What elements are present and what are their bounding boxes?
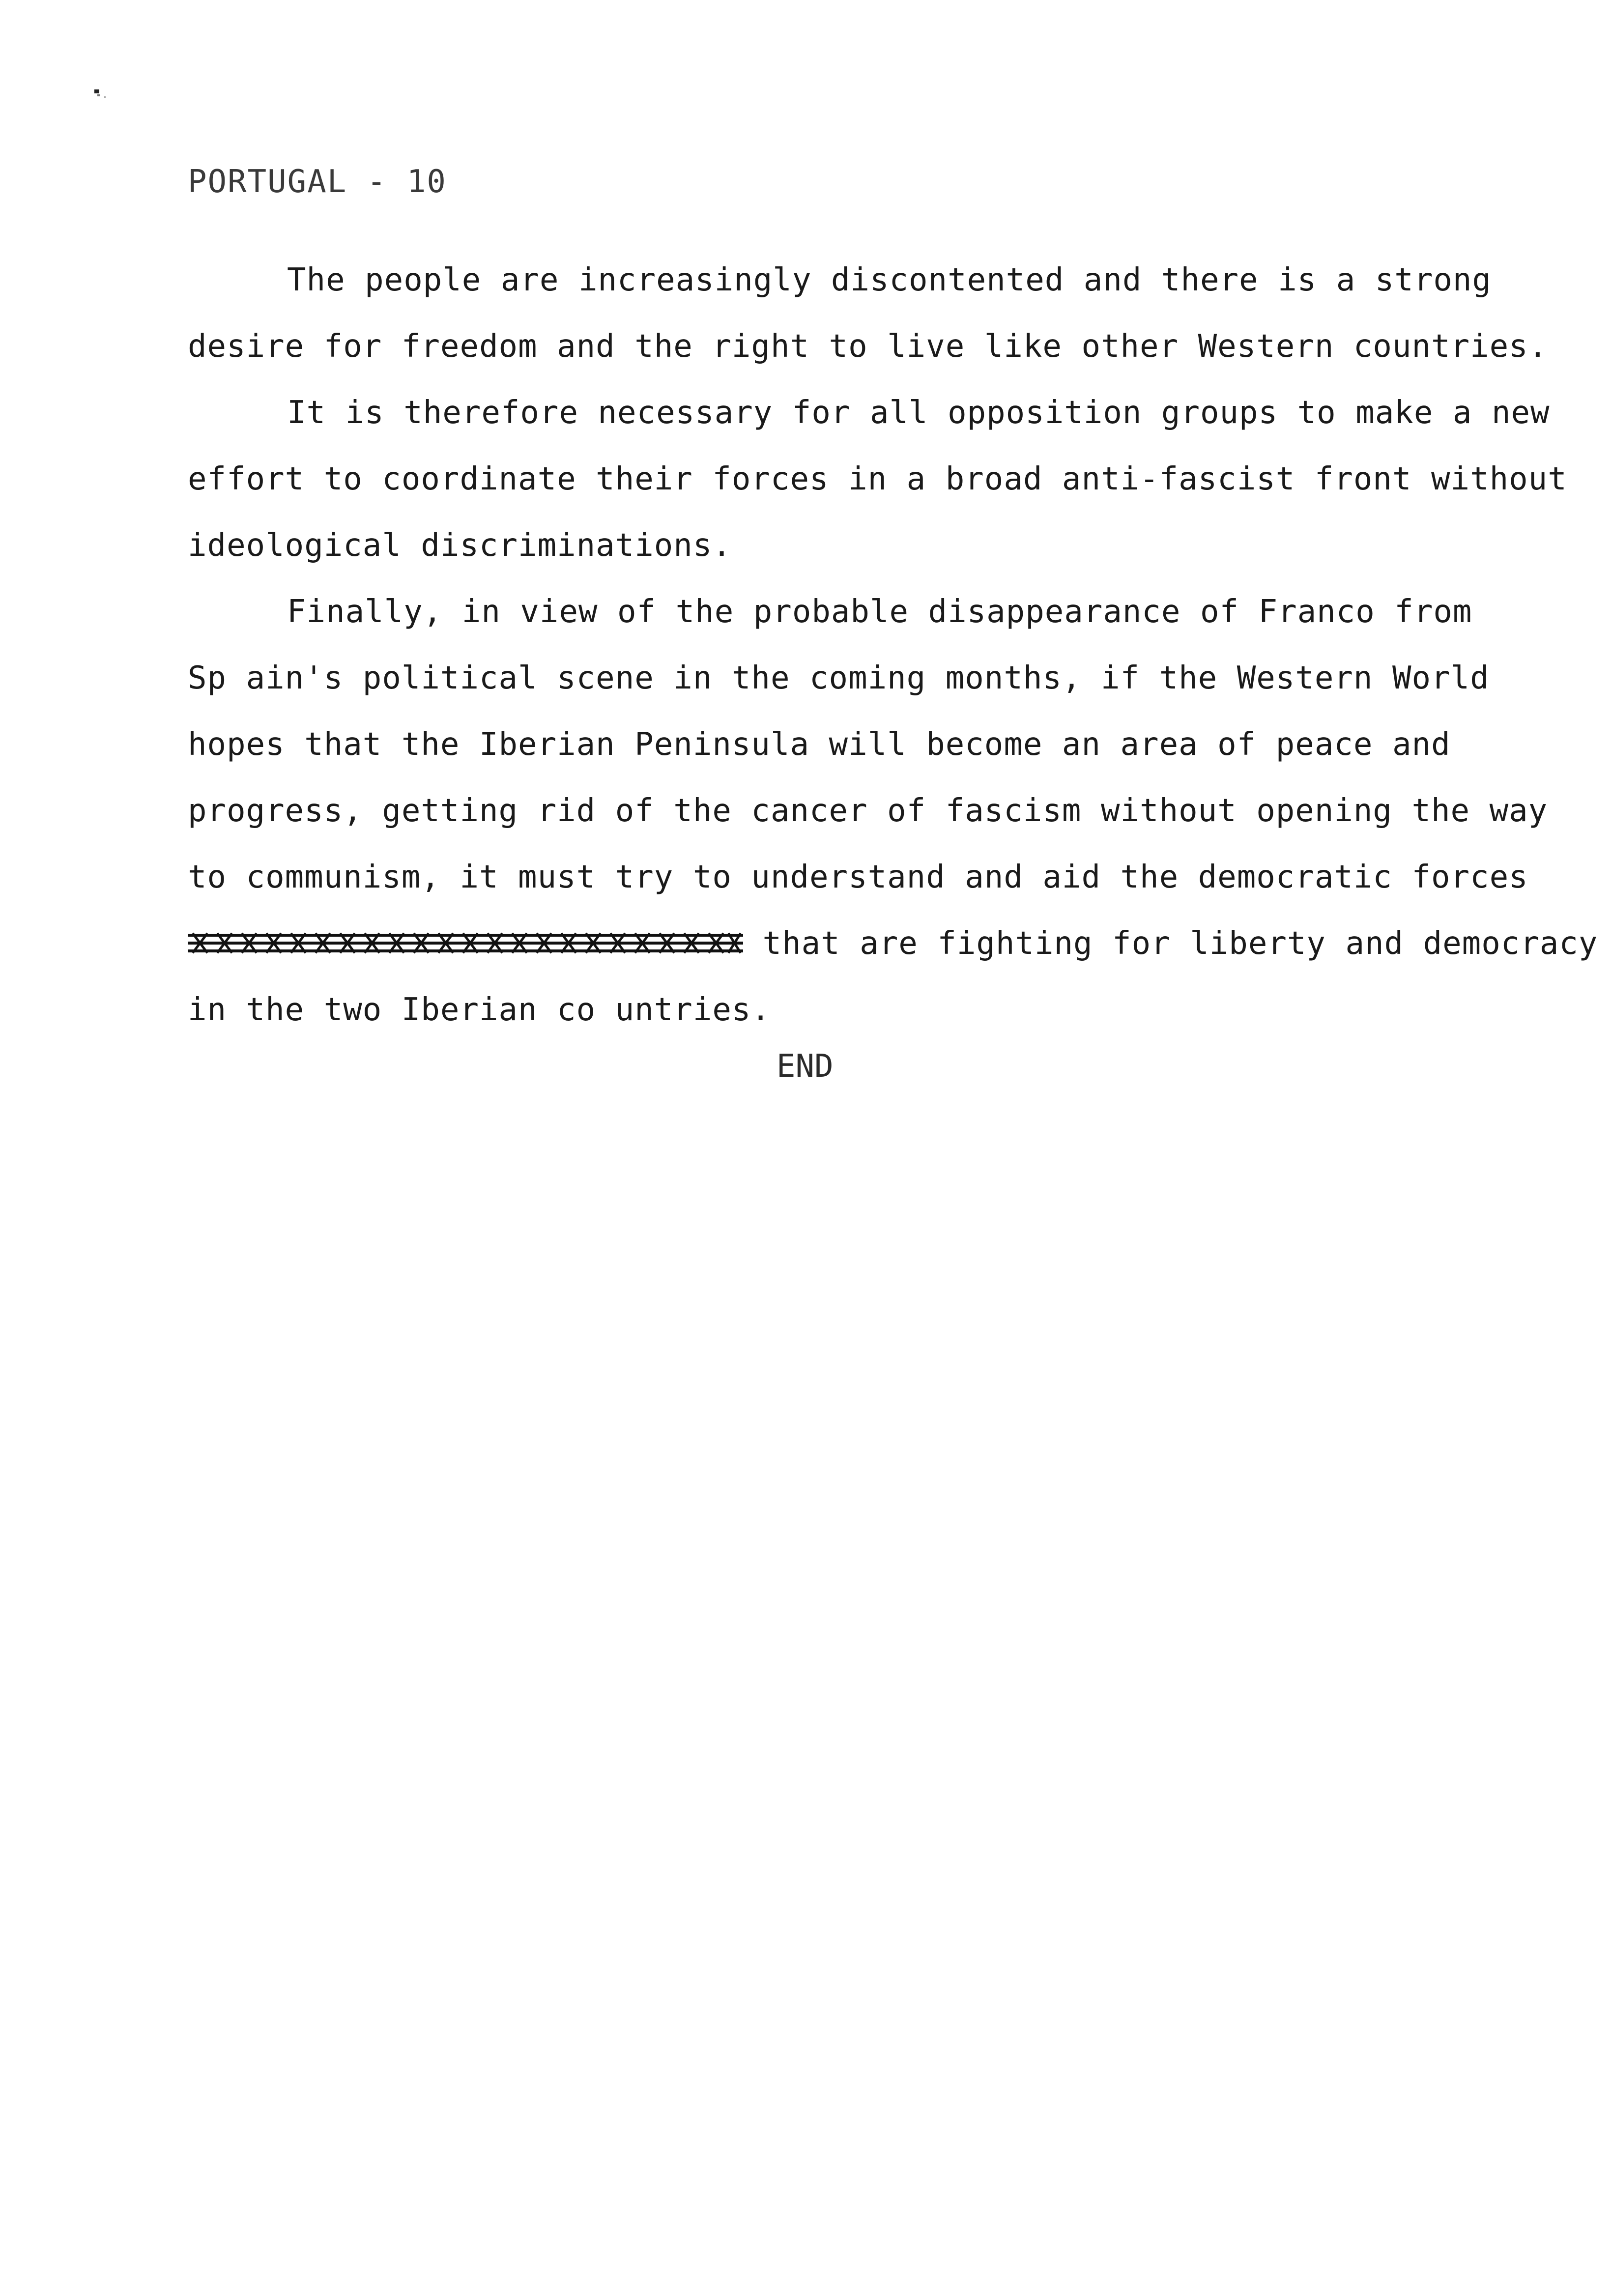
paragraph-2-line-1: It is therefore necessary for all opposition groups to make a new [287, 395, 1550, 431]
paragraph-3-line-7: in the two Iberian co untries. [188, 992, 771, 1028]
typed-over-strikeout [188, 928, 743, 958]
paragraph-3-line-6-text: that are fighting for liberty and democracy [743, 925, 1598, 962]
end-marker: END [777, 1048, 834, 1085]
paragraph-3-line-4: progress, getting rid of the cancer of fascism without opening the way [188, 793, 1548, 829]
paragraph-3-line-6 [188, 924, 1598, 963]
paragraph-1-line-1: The people are increasingly discontented and there is a strong [287, 262, 1492, 298]
paragraph-2-line-2: effort to coordinate their forces in a broad anti-fascist front without [188, 461, 1567, 497]
paragraph-3-line-3: hopes that the Iberian Peninsula will become an area of peace and [188, 726, 1451, 763]
corner-speck-mark [93, 87, 110, 101]
paragraph-2-line-3: ideological discriminations. [188, 527, 732, 564]
paragraph-1-line-2: desire for freedom and the right to live like other Western countries. [188, 328, 1548, 365]
paragraph-3-line-1: Finally, in view of the probable disappearance of Franco from [287, 594, 1472, 630]
page-header: PORTUGAL - 10 [188, 164, 447, 200]
struck-out-text [188, 924, 743, 963]
paragraph-3-line-2: Sp ain's political scene in the coming months, if the Western World [188, 660, 1490, 696]
paragraph-3-line-5: to communism, it must try to understand and aid the democratic forces [188, 859, 1528, 895]
